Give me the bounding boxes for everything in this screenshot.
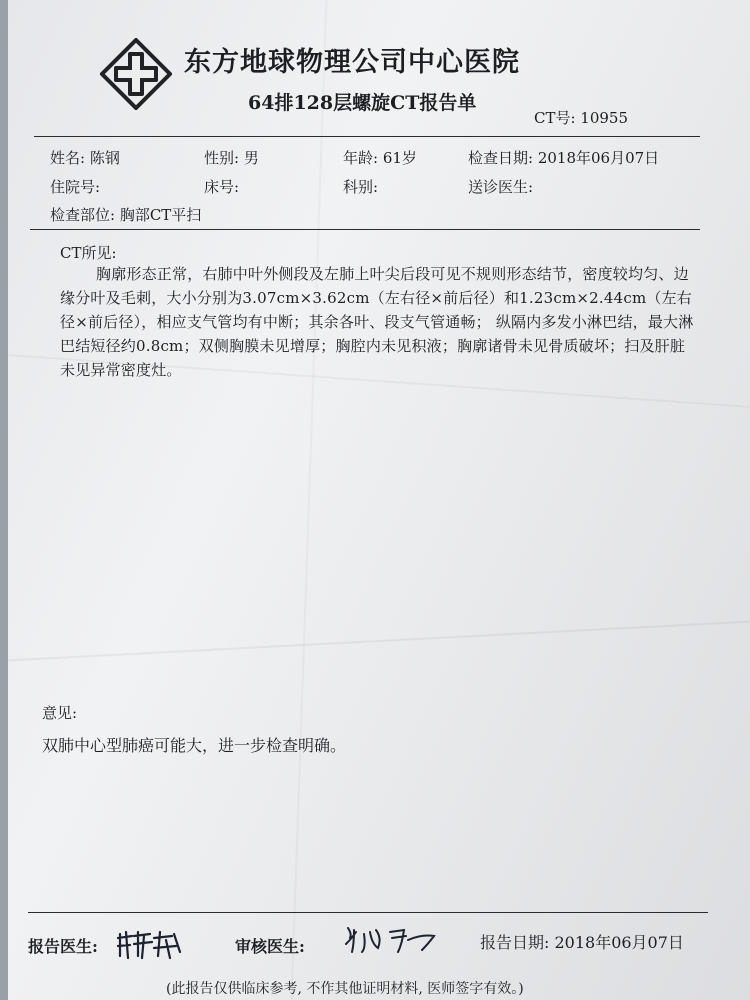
hospital-cross-logo-icon	[100, 38, 172, 110]
referring-doctor: 送诊医生:	[468, 178, 534, 196]
patient-sex: 性别: 男	[204, 149, 259, 167]
exam-site: 检查部位: 胸部CT平扫	[50, 206, 202, 224]
report-paper	[8, 0, 750, 1000]
report-date: 报告日期: 2018年06月07日	[480, 933, 684, 952]
patient-name: 姓名: 陈钢	[50, 149, 120, 167]
inpatient-number: 住院号:	[50, 178, 101, 196]
info-divider	[30, 229, 700, 230]
paper-crease	[8, 621, 749, 662]
patient-age: 年龄: 61岁	[343, 149, 417, 167]
findings-label: CT所见:	[60, 244, 117, 262]
opinion-text: 双肺中心型肺癌可能大，进一步检查明确。	[42, 736, 347, 755]
ct-number: CT号: 10955	[534, 109, 629, 127]
opinion-label: 意见:	[42, 704, 78, 722]
bed-number: 床号:	[204, 178, 240, 196]
header-divider	[34, 136, 700, 137]
paper-crease	[291, 0, 328, 999]
reporting-doctor-signature	[116, 926, 186, 962]
disclaimer: (此报告仅供临床参考, 不作其他证明材料, 医师签字有效。)	[166, 981, 524, 997]
reviewing-doctor-signature	[342, 922, 452, 956]
reporting-doctor-label: 报告医生:	[28, 937, 98, 956]
findings-text: 胸廓形态正常，右肺中叶外侧段及左肺上叶尖后段可见不规则形态结节，密度较均匀、边缘分叶及毛刺，大小分别为3.07cm×3.62cm（左右径×前后径）和1.23cm×2.44cm（左右径×前后径），相应支气管均有中断；其余各叶、段支气管通畅； 纵隔内多发小淋巴结，最大淋巴结短径约0.8cm；双侧胸膜未见增厚；胸腔内未见积液；胸廓诸骨未见骨质破坏；扫及肝脏未见异常密度灶。	[60, 265, 694, 379]
footer-divider	[28, 912, 708, 913]
reviewing-doctor-label: 审核医生:	[235, 937, 305, 956]
report-title: 64排128层螺旋CT报告单	[248, 92, 477, 114]
department: 科别:	[343, 178, 379, 196]
exam-date: 检查日期: 2018年06月07日	[468, 149, 660, 167]
hospital-name: 东方地球物理公司中心医院	[184, 47, 520, 78]
